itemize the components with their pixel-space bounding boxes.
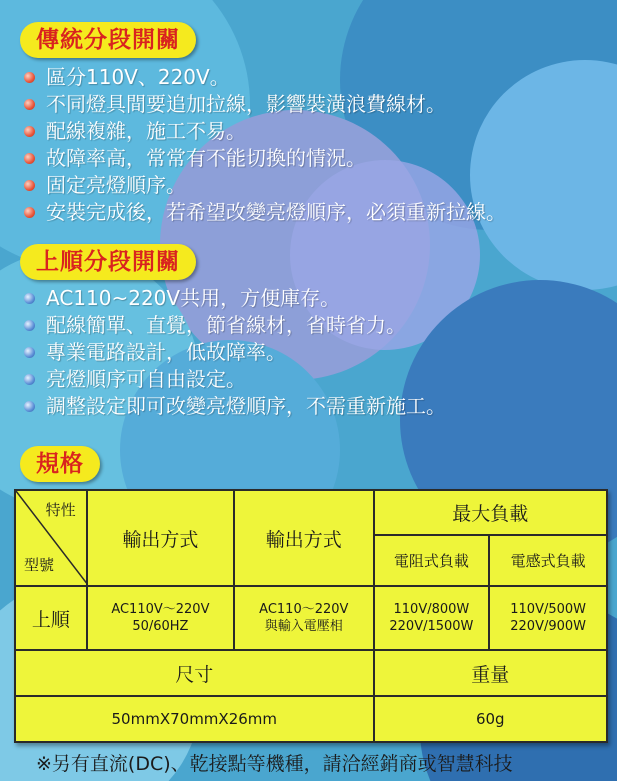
list-item: 不同燈具間要追加拉線，影響裝潢浪費線材。 xyxy=(24,91,506,118)
list-item: 故障率高，常常有不能切換的情況。 xyxy=(24,145,506,172)
bullet-dot-icon xyxy=(24,72,35,83)
output-header-1: 輸出方式 xyxy=(87,490,234,586)
bullet-dot-icon xyxy=(24,126,35,137)
bullet-dot-icon xyxy=(24,374,35,385)
size-label: 尺寸 xyxy=(15,650,374,696)
output-1-value: AC110V～220V 50/60HZ xyxy=(87,586,234,650)
feature-header: 特性 xyxy=(45,501,76,519)
bullet-dot-icon xyxy=(24,153,35,164)
model-header: 型號 xyxy=(24,556,55,574)
bullet-dot-icon xyxy=(24,401,35,412)
inductive-value: 110V/500W 220V/900W xyxy=(489,586,607,650)
list-item: 區分110V、220V。 xyxy=(24,64,506,91)
list-item: 專業電路設計，低故障率。 xyxy=(24,339,446,366)
list-item: 固定亮燈順序。 xyxy=(24,172,506,199)
list-item: 安裝完成後，若希望改變亮燈順序，必須重新拉線。 xyxy=(24,199,506,226)
footnote: ※另有直流(DC)、乾接點等機種，請洽經銷商或智慧科技 xyxy=(36,753,513,775)
resistive-value: 110V/800W 220V/1500W xyxy=(374,586,490,650)
list-item: 配線複雜，施工不易。 xyxy=(24,118,506,145)
model-name: 上順 xyxy=(15,586,87,650)
traditional-title: 傳統分段開關 xyxy=(20,22,196,58)
spec-table xyxy=(14,489,608,743)
traditional-list xyxy=(24,64,506,226)
inductive-header: 電感式負載 xyxy=(489,535,607,586)
max-load-header: 最大負載 xyxy=(374,490,607,535)
bullet-dot-icon xyxy=(24,207,35,218)
bullet-dot-icon xyxy=(24,347,35,358)
list-item: 配線簡單、直覺，節省線材，省時省力。 xyxy=(24,312,446,339)
bullet-dot-icon xyxy=(24,180,35,191)
weight-value: 60g xyxy=(374,696,607,742)
output-2-value: AC110～220V 與輸入電壓相 xyxy=(234,586,373,650)
resistive-header: 電阻式負載 xyxy=(374,535,490,586)
diagonal-header-cell xyxy=(15,490,87,586)
list-item: 亮燈順序可自由設定。 xyxy=(24,366,446,393)
shangshun-title: 上順分段開關 xyxy=(20,244,196,280)
output-header-2: 輸出方式 xyxy=(234,490,373,586)
spec-title: 規格 xyxy=(20,446,100,482)
weight-label: 重量 xyxy=(374,650,607,696)
size-value: 50mmX70mmX26mm xyxy=(15,696,374,742)
bullet-dot-icon xyxy=(24,293,35,304)
bullet-dot-icon xyxy=(24,99,35,110)
bullet-dot-icon xyxy=(24,320,35,331)
shangshun-list xyxy=(24,285,446,420)
list-item: AC110~220V共用，方便庫存。 xyxy=(24,285,446,312)
list-item: 調整設定即可改變亮燈順序，不需重新施工。 xyxy=(24,393,446,420)
